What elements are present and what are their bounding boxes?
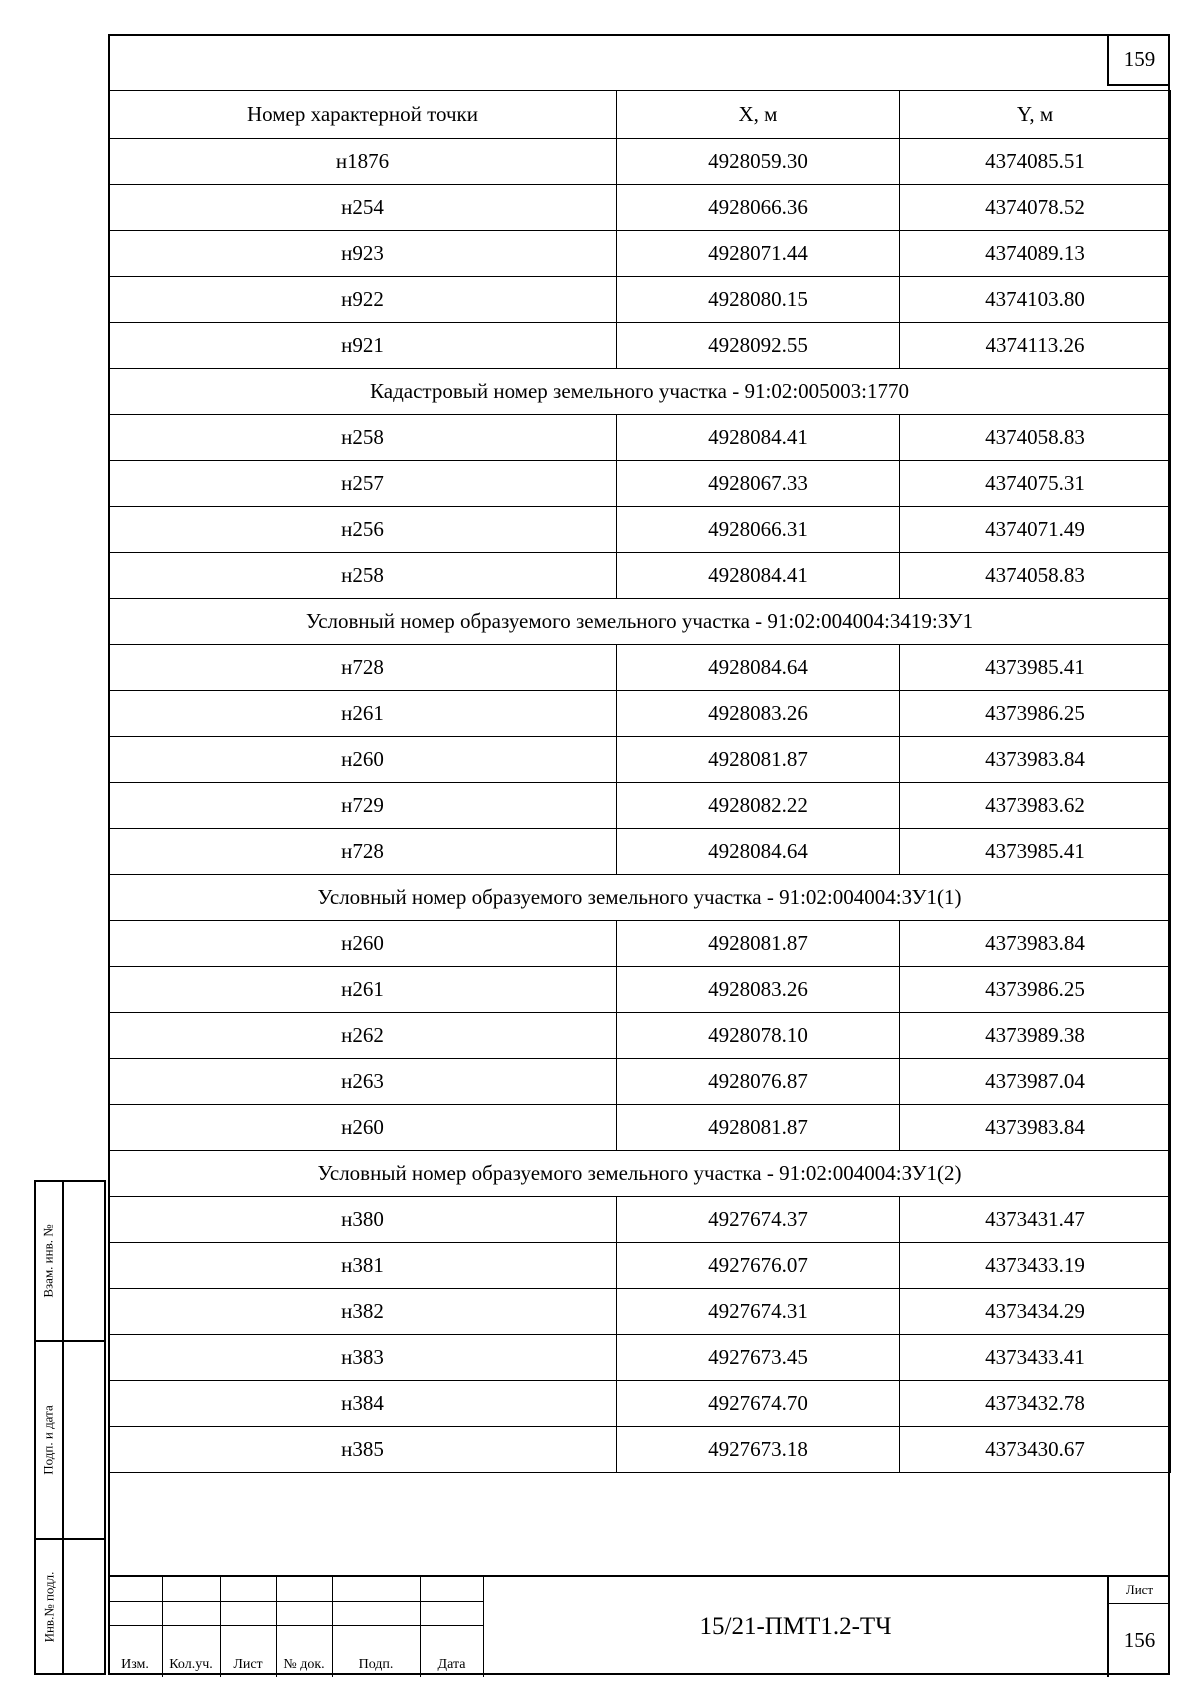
stamp-podp-data-label: Подп. и дата: [41, 1405, 57, 1475]
tb-label-podp: Подп.: [358, 1657, 394, 1672]
cell-y: 4373983.84: [900, 737, 1171, 783]
cell-y: 4374089.13: [900, 231, 1171, 277]
table-row: [109, 231, 1171, 277]
table-row: [109, 645, 1171, 691]
cell-y: 4373983.62: [900, 783, 1171, 829]
stamp-vzam-inv: [34, 1180, 106, 1340]
cell-x: 4928082.22: [617, 783, 900, 829]
table-row: [109, 277, 1171, 323]
stamp-podp-data: [34, 1340, 106, 1538]
table-row: [109, 737, 1171, 783]
cell-y: 4373430.67: [900, 1427, 1171, 1473]
tb-label-kol-uch: Кол.уч.: [169, 1657, 213, 1672]
cell-point: н921: [109, 323, 617, 369]
cell-y: 4373983.84: [900, 921, 1171, 967]
section-row: [109, 369, 1171, 415]
cell-y: 4373433.41: [900, 1335, 1171, 1381]
cell-point: н261: [109, 967, 617, 1013]
table-row: [109, 783, 1171, 829]
cell-point: н258: [109, 415, 617, 461]
cell-y: 4373983.84: [900, 1105, 1171, 1151]
cell-y: 4373985.41: [900, 829, 1171, 875]
cell-x: 4928081.87: [617, 921, 900, 967]
cell-x: 4928067.33: [617, 461, 900, 507]
cell-x: 4928092.55: [617, 323, 900, 369]
cell-point: н729: [109, 783, 617, 829]
cell-y: 4373431.47: [900, 1197, 1171, 1243]
cell-x: 4927676.07: [617, 1243, 900, 1289]
cell-x: 4927674.31: [617, 1289, 900, 1335]
table-row: [109, 1013, 1171, 1059]
section-title: Условный номер образуемого земельного участка - 91:02:004004:ЗУ1(2): [109, 1151, 1171, 1197]
side-stamp: [34, 1180, 106, 1675]
table-row: [109, 323, 1171, 369]
section-title: Условный номер образуемого земельного участка - 91:02:004004:3419:ЗУ1: [109, 599, 1171, 645]
cell-point: н382: [109, 1289, 617, 1335]
document-code: 15/21-ПМТ1.2-ТЧ: [483, 1577, 1107, 1677]
stamp-inv-podl-label: Инв.№ подл.: [41, 1571, 57, 1642]
table-row: [109, 1197, 1171, 1243]
cell-point: н262: [109, 1013, 617, 1059]
cell-y: 4374058.83: [900, 553, 1171, 599]
section-row: [109, 875, 1171, 921]
header-y: Y, м: [900, 91, 1171, 139]
cell-point: н384: [109, 1381, 617, 1427]
cell-point: н728: [109, 829, 617, 875]
page-number-top: 159: [1107, 34, 1170, 86]
cell-point: н380: [109, 1197, 617, 1243]
table-row: [109, 415, 1171, 461]
cell-y: 4373433.19: [900, 1243, 1171, 1289]
table-row: [109, 921, 1171, 967]
cell-point: н728: [109, 645, 617, 691]
table-row: [109, 691, 1171, 737]
table-body: [109, 139, 1171, 1473]
sheet-box: [1107, 1577, 1170, 1677]
table-row: [109, 1427, 1171, 1473]
header-point: Номер характерной точки: [109, 91, 617, 139]
table-row: [109, 1243, 1171, 1289]
tb-label-izm: Изм.: [121, 1657, 149, 1672]
cell-x: 4928078.10: [617, 1013, 900, 1059]
cell-point: н260: [109, 1105, 617, 1151]
cell-x: 4927674.37: [617, 1197, 900, 1243]
cell-x: 4928084.64: [617, 645, 900, 691]
cell-point: н260: [109, 737, 617, 783]
cell-x: 4928076.87: [617, 1059, 900, 1105]
cell-x: 4928081.87: [617, 1105, 900, 1151]
cell-y: 4374058.83: [900, 415, 1171, 461]
cell-point: н258: [109, 553, 617, 599]
table-row: [109, 139, 1171, 185]
section-row: [109, 1151, 1171, 1197]
title-block: [108, 1575, 1170, 1675]
cell-y: 4373985.41: [900, 645, 1171, 691]
sheet-number: 156: [1123, 1627, 1156, 1652]
cell-y: 4374085.51: [900, 139, 1171, 185]
cell-point: н257: [109, 461, 617, 507]
title-block-grid: [108, 1577, 483, 1677]
coordinates-table: [108, 90, 1171, 1473]
cell-y: 4374078.52: [900, 185, 1171, 231]
cell-y: 4373989.38: [900, 1013, 1171, 1059]
section-title: Кадастровый номер земельного участка - 91:02:005003:1770: [109, 369, 1171, 415]
cell-y: 4374103.80: [900, 277, 1171, 323]
cell-x: 4928066.36: [617, 185, 900, 231]
cell-x: 4928066.31: [617, 507, 900, 553]
cell-x: 4928084.41: [617, 415, 900, 461]
cell-x: 4927673.45: [617, 1335, 900, 1381]
section-title: Условный номер образуемого земельного участка - 91:02:004004:ЗУ1(1): [109, 875, 1171, 921]
tb-label-n-dok: № док.: [283, 1657, 325, 1672]
cell-point: н385: [109, 1427, 617, 1473]
cell-point: н922: [109, 277, 617, 323]
table-row: [109, 185, 1171, 231]
table-row: [109, 507, 1171, 553]
cell-y: 4373987.04: [900, 1059, 1171, 1105]
cell-point: н263: [109, 1059, 617, 1105]
cell-point: н1876: [109, 139, 617, 185]
cell-point: н383: [109, 1335, 617, 1381]
table-row: [109, 967, 1171, 1013]
tb-label-data: Дата: [437, 1657, 466, 1672]
cell-y: 4373432.78: [900, 1381, 1171, 1427]
sheet-label: Лист: [1109, 1577, 1170, 1604]
cell-y: 4373434.29: [900, 1289, 1171, 1335]
cell-y: 4373986.25: [900, 967, 1171, 1013]
cell-y: 4374071.49: [900, 507, 1171, 553]
table-row: [109, 1335, 1171, 1381]
table-header-row: [109, 91, 1171, 139]
table-row: [109, 553, 1171, 599]
stamp-vzam-inv-label: Взам. инв. №: [41, 1224, 57, 1298]
cell-x: 4927674.70: [617, 1381, 900, 1427]
cell-x: 4928081.87: [617, 737, 900, 783]
table-row: [109, 1059, 1171, 1105]
cell-y: 4373986.25: [900, 691, 1171, 737]
cell-x: 4928084.41: [617, 553, 900, 599]
cell-y: 4374113.26: [900, 323, 1171, 369]
cell-x: 4928059.30: [617, 139, 900, 185]
cell-x: 4928084.64: [617, 829, 900, 875]
table-row: [109, 1105, 1171, 1151]
tb-label-list: Лист: [233, 1657, 263, 1672]
table-row: [109, 1381, 1171, 1427]
cell-x: 4928071.44: [617, 231, 900, 277]
cell-x: 4928083.26: [617, 967, 900, 1013]
cell-point: н381: [109, 1243, 617, 1289]
cell-point: н260: [109, 921, 617, 967]
cell-point: н256: [109, 507, 617, 553]
cell-point: н923: [109, 231, 617, 277]
table-row: [109, 1289, 1171, 1335]
cell-point: н261: [109, 691, 617, 737]
cell-point: н254: [109, 185, 617, 231]
cell-x: 4928083.26: [617, 691, 900, 737]
stamp-inv-podl: [34, 1538, 106, 1675]
cell-y: 4374075.31: [900, 461, 1171, 507]
table-row: [109, 461, 1171, 507]
cell-x: 4927673.18: [617, 1427, 900, 1473]
table-row: [109, 829, 1171, 875]
header-x: X, м: [617, 91, 900, 139]
cell-x: 4928080.15: [617, 277, 900, 323]
section-row: [109, 599, 1171, 645]
